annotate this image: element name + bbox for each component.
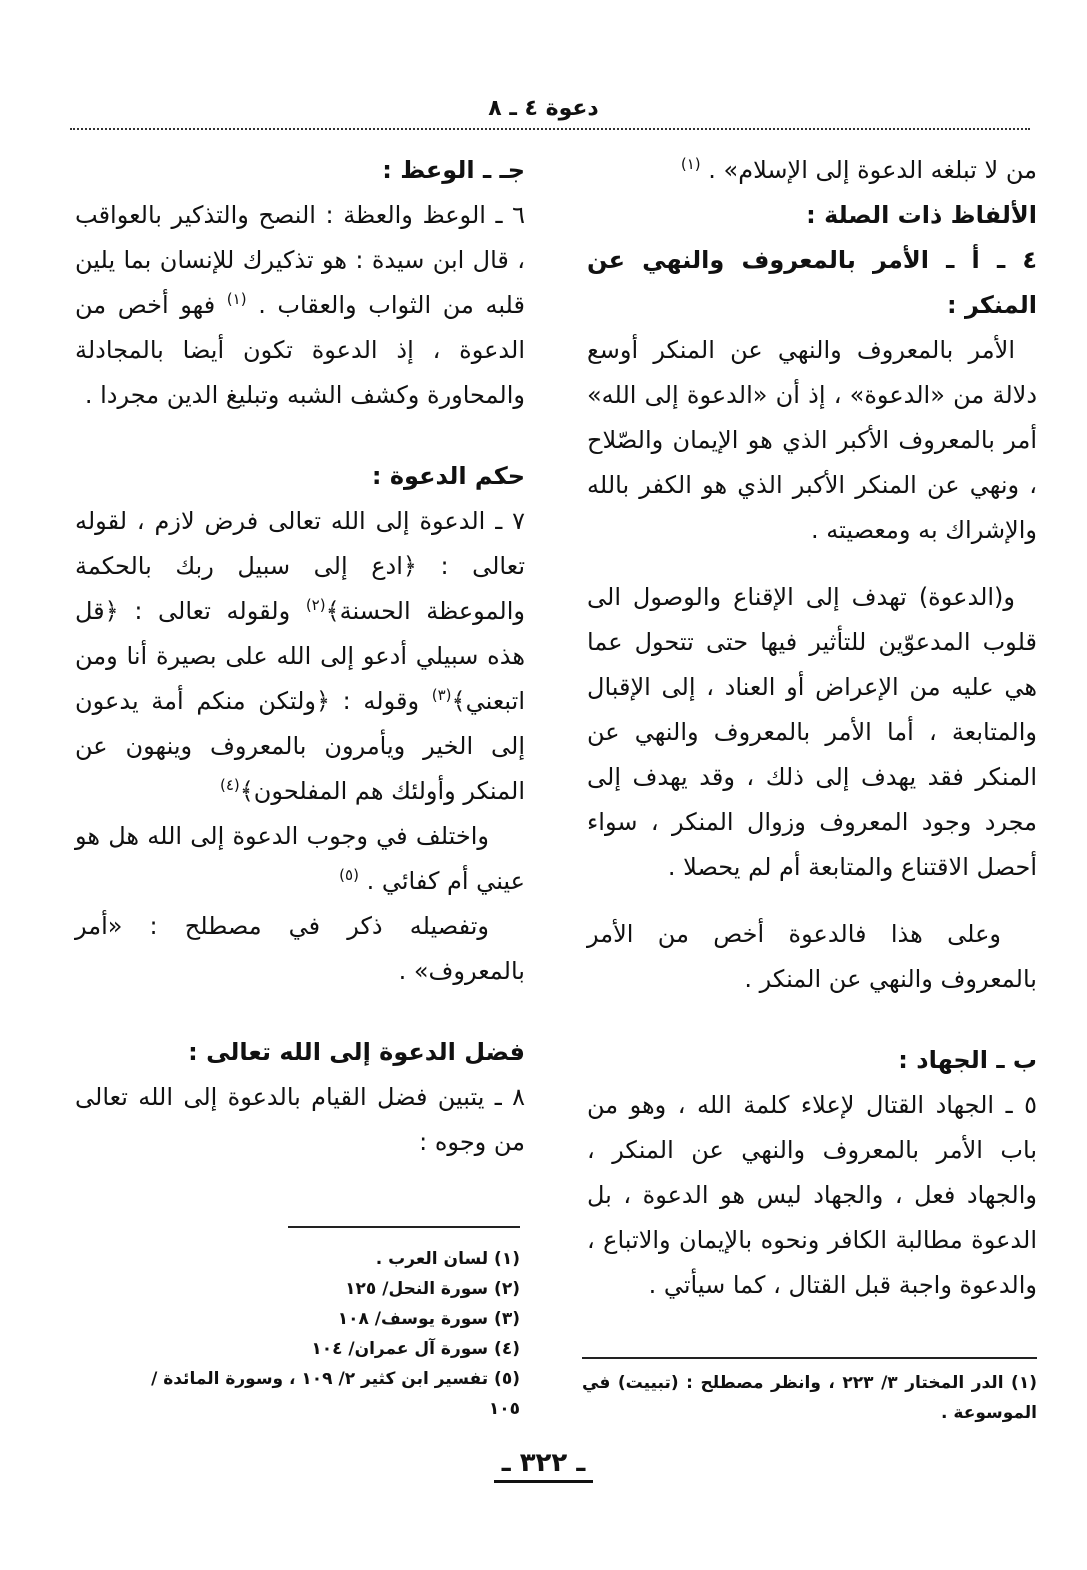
ruling-text-b: ولقوله تعالى : ﴿قل هذه سبيلي أدعو إلى الله على بصيرة أنا ومن اتبعني﴾ — [75, 597, 525, 715]
related-terms-heading: الألفاظ ذات الصلة : — [806, 201, 1037, 229]
section-b-paragraph-1: ٥ ـ الجهاد القتال لإعلاء كلمة الله ، وهو من باب الأمر بالمعروف والنهي عن المنكر ، والجهاد فعل ، والجهاد ليس هو الدعوة ، بل الدعوة مطالبة الكافر ونحوه بالإيمان والاتباع ، والدعوة واجبة قبل القتال ، كما سيأتي . — [587, 1091, 1037, 1299]
spacer — [587, 1002, 1037, 1038]
footnote-item: (٢) سورة النحل/ ١٢٥ — [345, 1279, 520, 1299]
ruling-paragraph-3: وتفصيله ذكر في مصطلح : «أمر بالمعروف» . — [75, 912, 525, 985]
footnote-ref[interactable]: (٥) — [339, 866, 359, 884]
spacer — [75, 418, 525, 454]
section-a-heading: ٤ ـ أ ـ الأمر بالمعروف والنهي عن المنكر : — [587, 246, 1037, 319]
footnote-item: (١) لسان العرب . — [375, 1249, 520, 1269]
footnote-item: (١) الدر المختار ٣/ ٢٢٣ ، وانظر مصطلح : (تبييت) في الموسوعة . — [582, 1373, 1037, 1423]
ruling-text-a: ٧ ـ الدعوة إلى الله تعالى فرض لازم ، لقوله تعالى : ﴿ادع إلى سبيل ربك بالحكمة والموعظة الحسنة﴾ — [75, 507, 525, 625]
spacer — [75, 994, 525, 1030]
ruling-paragraph-1 — [75, 499, 525, 814]
footnote-separator-left — [288, 1226, 520, 1228]
footnote-ref[interactable]: (٤) — [219, 776, 240, 794]
section-a-paragraph-1: الأمر بالمعروف والنهي عن المنكر أوسع دلالة من «الدعوة» ، إذ أن «الدعوة إلى الله» أمر بالمعروف الأكبر الذي هو الإيمان والصّلاح ، ونهي عن المنكر الأكبر الذي هو الكفر بالله والإشراك به ومعصيته . — [587, 336, 1037, 544]
section-a-paragraph-3: وعلى هذا فالدعوة أخص من الأمر بالمعروف والنهي عن المنكر . — [587, 920, 1037, 993]
footnote-ref[interactable]: (١) — [226, 290, 247, 308]
footnote-item: (٤) سورة آل عمران/ ١٠٤ — [311, 1339, 520, 1359]
section-c-paragraph — [75, 193, 525, 418]
section-b-heading: ب ـ الجهاد : — [898, 1046, 1037, 1074]
running-header: دعوة ٤ ـ ٨ — [488, 96, 599, 121]
footnote-ref[interactable]: (٣) — [431, 686, 452, 704]
footnote-separator-right — [582, 1357, 1037, 1359]
footnotes-right — [582, 1368, 1037, 1428]
ruling-text-p2: واختلف في وجوب الدعوة إلى الله هل هو عيني أم كفائي . — [75, 822, 525, 895]
footnote-item: (٣) سورة يوسف/ ١٠٨ — [337, 1309, 520, 1329]
intro-text: من لا تبلغه الدعوة إلى الإسلام» . — [708, 156, 1037, 184]
footnote-ref[interactable]: (٢) — [305, 596, 326, 614]
section-c-heading: جـ ـ الوعظ : — [382, 156, 525, 184]
page-number-text: ـ ٣٢٢ ـ — [494, 1448, 594, 1483]
footnotes-left — [140, 1244, 520, 1424]
left-column — [75, 148, 525, 1165]
footnote-ref[interactable]: (١) — [680, 155, 701, 173]
spacer — [587, 890, 1037, 912]
section-c-text-a: ٦ ـ الوعظ والعظة : النصح والتذكير بالعواقب ، قال ابن سيدة : هو تذكيرك للإنسان بما يلين قلبه من الثواب والعقاب . — [75, 201, 525, 319]
virtue-paragraph-1: ٨ ـ يتبين فضل القيام بالدعوة إلى الله تعالى من وجوه : — [75, 1083, 525, 1156]
section-c-text-b: فهو أخص من الدعوة ، إذ الدعوة تكون أيضا بالمجادلة والمحاورة وكشف الشبه وتبليغ الدين مجردا . — [75, 291, 525, 409]
spacer — [587, 553, 1037, 575]
footnote-item: (٥) تفسير ابن كثير ٢/ ١٠٩ ، وسورة المائدة / ١٠٥ — [151, 1369, 520, 1419]
virtue-heading: فضل الدعوة إلى الله تعالى : — [188, 1038, 525, 1066]
ruling-text-c: وقوله : ﴿ولتكن منكم أمة يدعون إلى الخير ويأمرون بالمعروف وينهون عن المنكر وأولئك هم المفلحون﴾ — [75, 687, 525, 805]
section-a-paragraph-2: و(الدعوة) تهدف إلى الإقناع والوصول الى قلوب المدعوّين للتأثير فيها حتى تتحول عما هي عليه من الإعراض أو العناد ، إلى الإقبال والمتابعة ، أما الأمر بالمعروف والنهي عن المنكر فقد يهدف إلى ذلك ، وقد يهدف إلى مجرد وجود المعروف وزوال المنكر ، سواء أحصل الاقتناع والمتابعة أم لم يحصلا . — [587, 583, 1037, 881]
ruling-heading: حكم الدعوة : — [371, 462, 525, 490]
page-number — [0, 1448, 1087, 1483]
header-dotted-rule — [70, 128, 1030, 130]
right-column — [587, 148, 1037, 1308]
intro-paragraph — [587, 148, 1037, 193]
ruling-paragraph-2 — [75, 814, 525, 904]
